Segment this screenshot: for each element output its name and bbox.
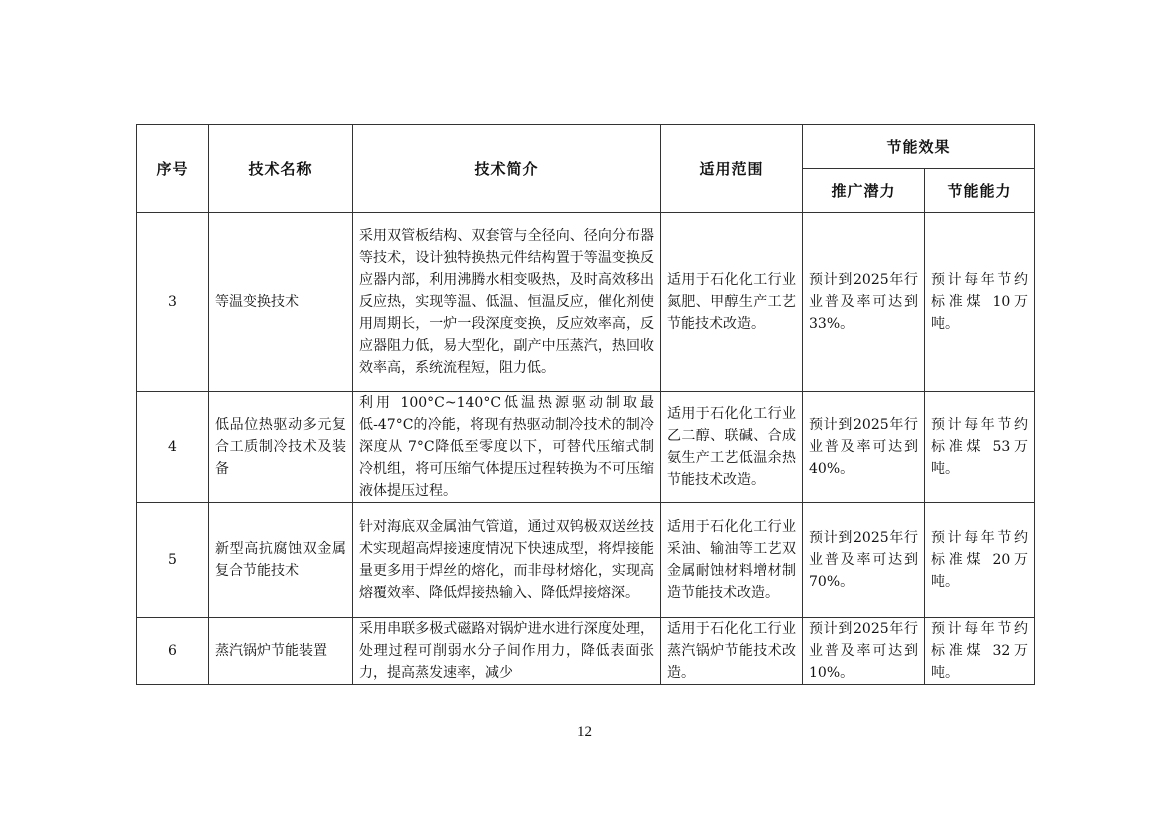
row-scope: 适用于石化化工行业采油、输油等工艺双金属耐蚀材料增材制造节能技术改造。 xyxy=(661,503,803,618)
row-name: 等温变换技术 xyxy=(209,213,353,392)
row-scope: 适用于石化化工行业氮肥、甲醇生产工艺节能技术改造。 xyxy=(661,213,803,392)
table-row xyxy=(137,392,1035,503)
row-capacity: 预计每年节约标准煤 20万吨。 xyxy=(925,503,1035,618)
row-name: 低品位热驱动多元复合工质制冷技术及装备 xyxy=(209,392,353,503)
row-potential: 预计到2025年行业普及率可达到40%。 xyxy=(803,392,925,503)
row-capacity: 预计每年节约标准煤 10万吨。 xyxy=(925,213,1035,392)
row-name: 蒸汽锅炉节能装置 xyxy=(209,618,353,685)
header-potential: 推广潜力 xyxy=(803,169,925,213)
row-no: 4 xyxy=(137,392,209,503)
row-name: 新型高抗腐蚀双金属复合节能技术 xyxy=(209,503,353,618)
header-name: 技术名称 xyxy=(209,125,353,213)
row-potential: 预计到2025年行业普及率可达到70%。 xyxy=(803,503,925,618)
row-intro: 采用串联多极式磁路对锅炉进水进行深度处理，处理过程可削弱水分子间作用力，降低表面张力，提高蒸发速率，减少 xyxy=(353,618,661,685)
table-row xyxy=(137,213,1035,392)
row-intro: 利用 100°C~140°C低温热源驱动制取最低-47°C的冷能，将现有热驱动制冷技术的制冷深度从 7°C降低至零度以下，可替代压缩式制冷机组，将可压缩气体提压过程转换为不可压缩液体提压过程。 xyxy=(353,392,661,503)
row-potential: 预计到2025年行业普及率可达到10%。 xyxy=(803,618,925,685)
row-capacity: 预计每年节约标准煤 32万吨。 xyxy=(925,618,1035,685)
row-intro: 采用双管板结构、双套管与全径向、径向分布器等技术，设计独特换热元件结构置于等温变换反应器内部，利用沸腾水相变吸热，及时高效移出反应热，实现等温、低温、恒温反应，催化剂使用周期长，一炉一段深度变换，反应效率高，反应器阻力低，易大型化，副产中压蒸汽，热回收效率高，系统流程短，阻力低。 xyxy=(353,213,661,392)
page-number: 12 xyxy=(577,724,592,740)
header-capacity: 节能能力 xyxy=(925,169,1035,213)
row-no: 6 xyxy=(137,618,209,685)
header-no: 序号 xyxy=(137,125,209,213)
header-scope: 适用范围 xyxy=(661,125,803,213)
row-no: 5 xyxy=(137,503,209,618)
header-effect: 节能效果 xyxy=(803,125,1035,169)
table-row xyxy=(137,503,1035,618)
energy-saving-technology-table xyxy=(136,124,1035,685)
row-intro: 针对海底双金属油气管道，通过双钨极双送丝技术实现超高焊接速度情况下快速成型，将焊接能量更多用于焊丝的熔化，而非母材熔化，实现高熔覆效率、降低焊接热输入、降低焊接熔深。 xyxy=(353,503,661,618)
row-potential: 预计到2025年行业普及率可达到33%。 xyxy=(803,213,925,392)
row-capacity: 预计每年节约标准煤 53万吨。 xyxy=(925,392,1035,503)
row-scope: 适用于石化化工行业蒸汽锅炉节能技术改造。 xyxy=(661,618,803,685)
row-no: 3 xyxy=(137,213,209,392)
row-scope: 适用于石化化工行业乙二醇、联碱、合成氨生产工艺低温余热节能技术改造。 xyxy=(661,392,803,503)
header-intro: 技术简介 xyxy=(353,125,661,213)
table-row xyxy=(137,618,1035,685)
